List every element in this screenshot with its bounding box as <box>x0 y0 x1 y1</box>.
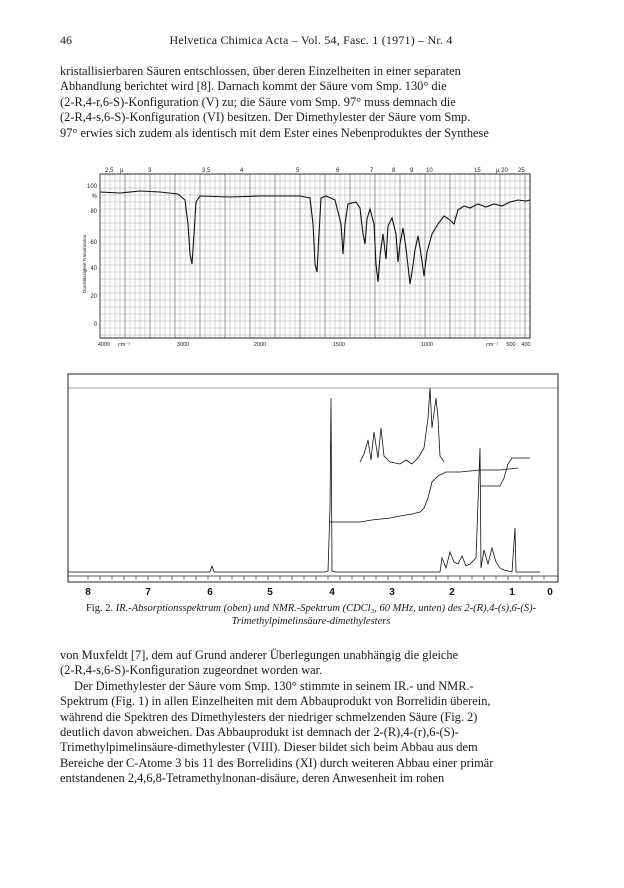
ir-y-tick: 100 <box>86 184 97 190</box>
text-line: (2-R,4-s,6-S)-Konfiguration (VI) besitzen. Der Dimethylester der Säure vom Smp. <box>60 110 471 125</box>
ir-y-tick: 40 <box>90 266 97 272</box>
nmr-spectrum <box>60 368 562 600</box>
ir-y-axis-label: Durchlässigkeit Transmission <box>82 234 87 294</box>
text-line: deutlich davon abweichen. Das Abbauprodukt ist demnach der 2-(R),4-(r),6-(S)- <box>60 725 459 740</box>
figure-caption <box>60 602 562 628</box>
ir-top-tick: 15 <box>474 168 481 174</box>
ir-bottom-tick: 2000 <box>253 342 267 348</box>
ir-y-tick: 20 <box>90 294 97 300</box>
running-head: Helvetica Chimica Acta – Vol. 54, Fasc. 1 (1971) – Nr. 4 <box>169 33 453 47</box>
running-header <box>60 33 562 49</box>
text-line: entstandenen 2,4,6,8-Tetramethylnonan-disäure, deren Anwesenheit im rohen <box>60 771 445 786</box>
ir-top-tick: 6 <box>336 168 340 174</box>
text-line: Der Dimethylester der Säure vom Smp. 130° stimmte in seinem IR.- und NMR.- <box>74 678 474 693</box>
ir-top-tick: 3 <box>148 168 152 174</box>
nmr-ppm-tick: 5 <box>267 587 273 598</box>
ir-top-tick: 3,5 <box>202 168 211 174</box>
text-line: Bereiche der C-Atome 3 bis 11 des Borrelidins (XI) durch weiteren Abbau einer primär <box>60 755 494 770</box>
text-line: (2-R,4-s,6-S)-Konfiguration zugeordnet worden war. <box>60 663 323 678</box>
ir-bottom-tick: cm⁻¹ <box>117 342 131 348</box>
nmr-ppm-tick: 1 <box>509 587 515 598</box>
caption-label: Fig. 2. <box>85 603 114 614</box>
nmr-ppm-tick: 0 <box>547 587 553 598</box>
ir-y-tick: 60 <box>90 240 97 246</box>
nmr-ppm-tick: 6 <box>207 587 213 598</box>
ir-bottom-tick: 1500 <box>332 342 346 348</box>
text-line: Spektrum (Fig. 1) in allen Einzelheiten mit dem Abbauprodukt von Borrelidin überein, <box>60 694 491 709</box>
paragraph-top <box>60 64 562 141</box>
ir-top-tick: 5 <box>296 168 300 174</box>
ir-top-tick: 4 <box>240 168 244 174</box>
ir-y-tick: 0 <box>93 322 97 328</box>
text-line: (2-R,4-r,6-S)-Konfiguration (V) zu; die Säure vom Smp. 97° muss demnach die <box>60 94 456 109</box>
ir-y-tick: % <box>91 194 97 200</box>
nmr-ppm-tick: 2 <box>449 587 455 598</box>
ir-y-axis <box>87 184 98 328</box>
ir-top-tick: 8 <box>392 168 396 174</box>
ir-top-tick: µ 20 <box>496 168 508 174</box>
caption-text: IR.-Absorptionsspektrum (oben) und NMR.-Spektrum (CDCl₃, 60 MHz, unten) des 2-(R),4-(s),6-(S)-Trimethylpimelinsäure-dimethylesters <box>115 603 537 627</box>
ir-spectrum <box>60 164 562 354</box>
text-line: Trimethylpimelinsäure-dimethylester (VIII). Dieser bildet sich beim Abbau aus dem <box>60 740 478 755</box>
text-line: während die Spektren des Dimethylesters der niedriger schmelzenden Säure (Fig. 2) <box>60 709 478 724</box>
ir-bottom-tick: cm⁻¹ <box>485 342 499 348</box>
page-number: 46 <box>60 33 72 47</box>
nmr-ppm-tick: 4 <box>329 587 335 598</box>
ir-bottom-tick: 4000 <box>97 342 111 348</box>
ir-bottom-axis <box>98 342 531 348</box>
ir-top-tick: 25 <box>518 168 525 174</box>
ir-top-tick: 9 <box>410 168 414 174</box>
ir-top-tick: µ <box>120 168 124 174</box>
ir-bottom-tick: 400 <box>521 342 531 348</box>
nmr-ppm-tick: 7 <box>145 587 151 598</box>
text-line: Abhandlung berichtet wird [8]. Darnach kommt der Säure vom Smp. 130° die <box>60 79 447 94</box>
nmr-ppm-tick: 8 <box>85 587 91 598</box>
ir-top-tick: 7 <box>370 168 374 174</box>
ir-top-tick: 2,5 <box>105 168 114 174</box>
ir-top-axis <box>105 168 525 174</box>
ir-y-tick: 80 <box>90 209 97 215</box>
text-line: kristallisierbaren Säuren entschlossen, über deren Einzelheiten in einer separaten <box>60 64 461 78</box>
paragraph-bottom <box>60 648 562 787</box>
ir-top-tick: 10 <box>426 168 433 174</box>
ir-bottom-tick: 500 <box>506 342 516 348</box>
ir-bottom-tick: 3000 <box>176 342 190 348</box>
text-line: von Muxfeldt [7], dem auf Grund anderer Überlegungen unabhängig die gleiche <box>60 648 459 662</box>
text-line: 97° erwies sich zudem als identisch mit dem Ester eines Nebenproduktes der Synthese <box>60 125 489 140</box>
nmr-ppm-tick: 3 <box>389 587 395 598</box>
nmr-ppm-axis <box>85 587 553 598</box>
ir-bottom-tick: 1000 <box>420 342 434 348</box>
